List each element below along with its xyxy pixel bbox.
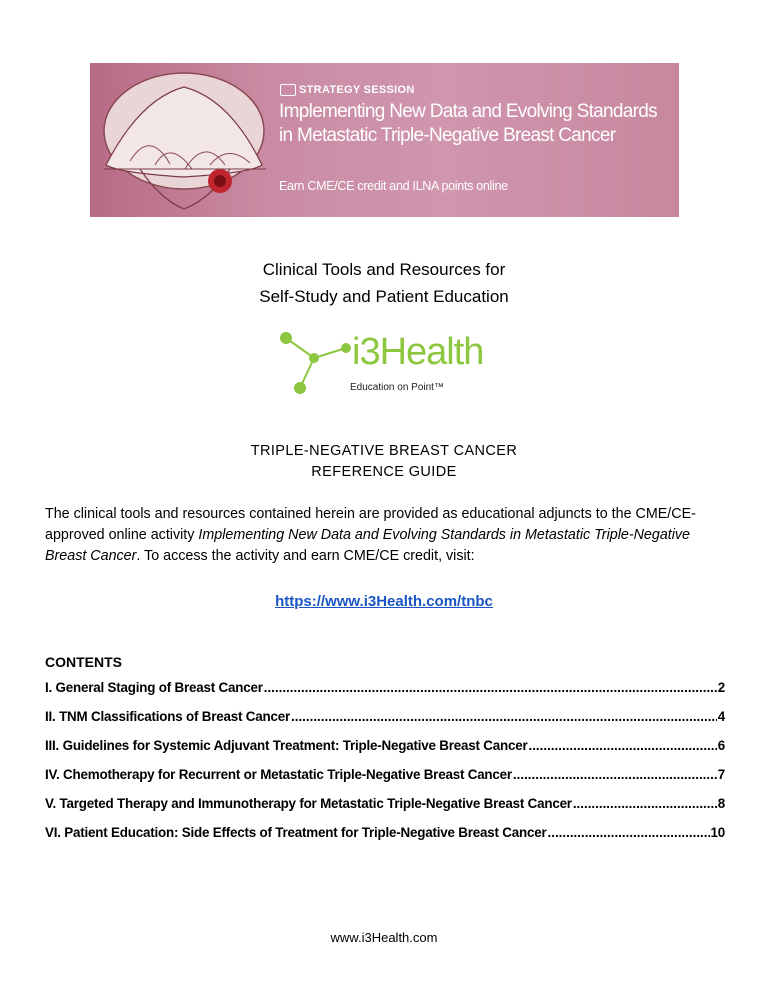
toc-leader-dots bbox=[291, 709, 717, 724]
toc-leader-dots bbox=[264, 680, 717, 695]
activity-link[interactable]: https://www.i3Health.com/tnbc bbox=[275, 593, 493, 610]
toc-leader-dots bbox=[573, 796, 717, 811]
toc-item-label: I. General Staging of Breast Cancer bbox=[45, 680, 263, 695]
toc-leader-dots bbox=[548, 825, 710, 840]
molecule-icon bbox=[274, 326, 354, 402]
page-heading-line2: Self-Study and Patient Education bbox=[259, 287, 509, 306]
logo-wordmark: i3Health bbox=[352, 331, 484, 373]
i3health-logo bbox=[274, 326, 494, 402]
page-footer: www.i3Health.com bbox=[330, 930, 438, 945]
intro-text-after: . To access the activity and earn CME/CE credit, visit: bbox=[136, 548, 475, 564]
toc-item-label: III. Guidelines for Systemic Adjuvant Treatment: Triple-Negative Breast Cancer bbox=[45, 738, 528, 753]
toc-item-label: V. Targeted Therapy and Immunotherapy for Metastatic Triple-Negative Breast Cancer bbox=[45, 796, 572, 811]
intro-paragraph bbox=[45, 504, 725, 567]
banner-title-line2: in Metastatic Triple-Negative Breast Cancer bbox=[279, 125, 616, 146]
guide-title-line2: REFERENCE GUIDE bbox=[311, 464, 457, 480]
toc-item-label: IV. Chemotherapy for Recurrent or Metastatic Triple-Negative Breast Cancer bbox=[45, 767, 512, 782]
banner-credit-line: Earn CME/CE credit and ILNA points online bbox=[279, 179, 508, 193]
guide-title-line1: TRIPLE-NEGATIVE BREAST CANCER bbox=[250, 443, 518, 459]
page-heading-line1: Clinical Tools and Resources for bbox=[262, 260, 506, 279]
toc-item-label: VI. Patient Education: Side Effects of Treatment for Triple-Negative Breast Cancer bbox=[45, 825, 547, 840]
toc-leader-dots bbox=[528, 738, 716, 753]
toc-item[interactable] bbox=[45, 796, 725, 825]
breast-anatomy-illustration bbox=[100, 69, 270, 217]
toc-item[interactable] bbox=[45, 825, 725, 854]
toc-item-page: 2 bbox=[717, 680, 725, 695]
toc-item-page: 7 bbox=[717, 767, 725, 782]
toc-item[interactable] bbox=[45, 767, 725, 796]
toc-item-page: 6 bbox=[717, 738, 725, 753]
toc-item-page: 4 bbox=[717, 709, 725, 724]
contents-heading: CONTENTS bbox=[45, 654, 122, 670]
toc-item-page: 10 bbox=[710, 825, 725, 840]
session-icon bbox=[280, 84, 296, 96]
intro-text-before: The clinical tools and resources contained herein are provided as educational adjuncts to the CME/CE-approved online activity bbox=[45, 506, 696, 543]
table-of-contents bbox=[45, 680, 725, 854]
toc-item[interactable] bbox=[45, 738, 725, 767]
toc-leader-dots bbox=[513, 767, 717, 782]
toc-item[interactable] bbox=[45, 680, 725, 709]
activity-banner bbox=[90, 63, 679, 217]
banner-title-line1: Implementing New Data and Evolving Standards bbox=[279, 101, 657, 122]
activity-title: Implementing New Data and Evolving Standards in Metastatic Triple-Negative Breast Cancer bbox=[45, 527, 691, 564]
session-label: STRATEGY SESSION bbox=[299, 84, 415, 96]
toc-item[interactable] bbox=[45, 709, 725, 738]
logo-tagline: Education on Point™ bbox=[350, 382, 444, 393]
toc-item-page: 8 bbox=[717, 796, 725, 811]
toc-item-label: II. TNM Classifications of Breast Cancer bbox=[45, 709, 291, 724]
